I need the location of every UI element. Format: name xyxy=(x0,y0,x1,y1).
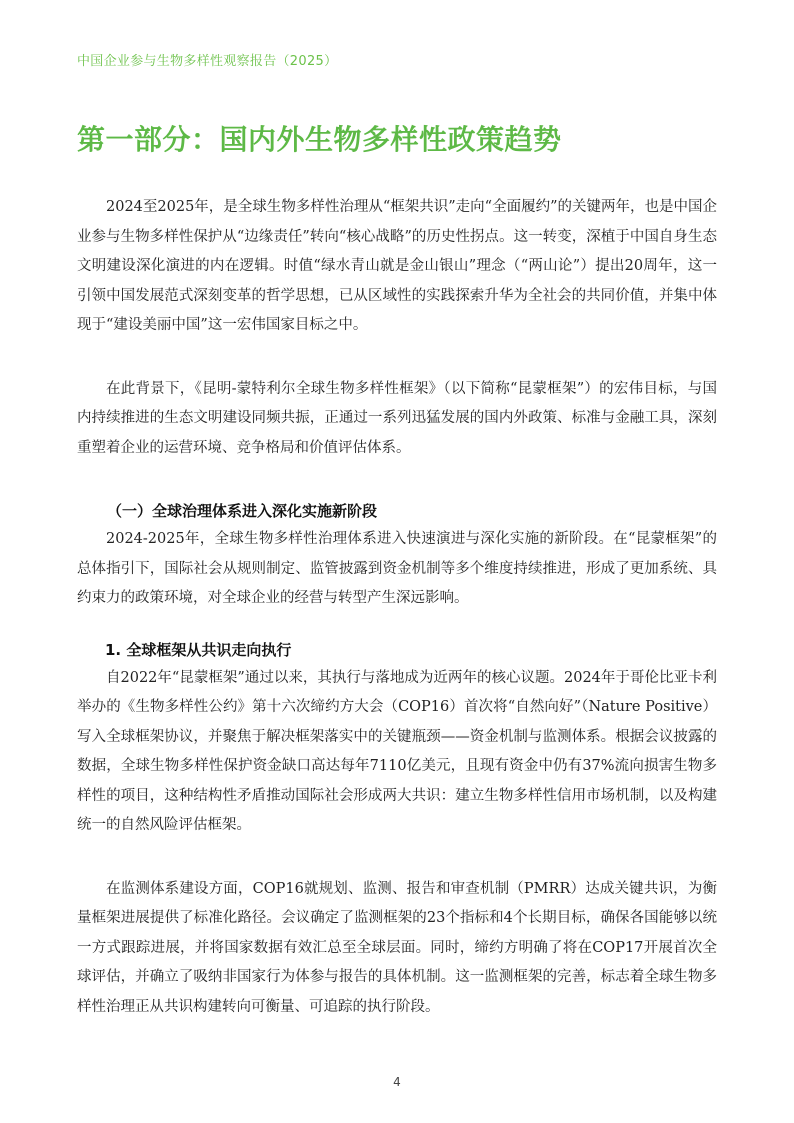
intro-paragraph-1: 2024至2025年，是全球生物多样性治理从“框架共识”走向“全面履约”的关键两年，也是中国企业参与生物多样性保护从“边缘责任”转向“核心战略”的历史性拐点。这一转变，深植于中国自身生态文明建设深化演进的内在逻辑。时值“绿水青山就是金山银山”理念（“两山论”）提出20周年，这一引领中国发展范式深刻变革的哲学思想，已从区域性的实践探索升华为全社会的共同价值，并集中体现于“建设美丽中国”这一宏伟国家目标之中。 xyxy=(77,199,717,333)
section-paragraph-1: 2024-2025年，全球生物多样性治理体系进入快速演进与深化实施的新阶段。在“昆蒙框架”的总体指引下，国际社会从规则制定、监管披露到资金机制等多个维度持续推进，形成了更加系统、具约束力的政策环境，对全球企业的经营与转型产生深远影响。 xyxy=(77,531,717,606)
spacer xyxy=(77,841,717,875)
spacer xyxy=(77,341,717,375)
section-heading: （一）全球治理体系进入深化实施新阶段 xyxy=(107,502,378,520)
main-content xyxy=(77,193,717,1022)
intro-paragraph-2: 在此背景下，《昆明-蒙特利尔全球生物多样性框架》（以下简称“昆蒙框架”）的宏伟目标，与国内持续推进的生态文明建设同频共振，正通过一系列迅猛发展的国内外政策、标准与金融工具，深刻重塑着企业的运营环境、竞争格局和价值评估体系。 xyxy=(77,380,717,456)
spacer xyxy=(77,463,717,497)
part-title: 第一部分：国内外生物多样性政策趋势 xyxy=(77,123,562,156)
subsection-paragraph-2: 在监测体系建设方面，COP16就规划、监测、报告和审查机制（PMRR）达成关键共识，为衡量框架进展提供了标准化路径。会议确定了监测框架的23个指标和4个长期目标，确保各国能够以统一方式跟踪进展，并将国家数据有效汇总至全球层面。同时，缔约方明确了将在COP17开展首次全球评估，并确立了吸纳非国家行为体参与报告的具体机制。这一监测框架的完善，标志着全球生物多样性治理正从共识构建转向可衡量、可追踪的执行阶段。 xyxy=(77,880,717,1015)
subsection-paragraph-1: 自2022年“昆蒙框架”通过以来，其执行与落地成为近两年的核心议题。2024年于哥伦比亚卡利举办的《生物多样性公约》第十六次缔约方大会（COP16）首次将“自然向好”（Nature Positive）写入全球框架协议，并聚焦于解决框架落实中的关键瓶颈——资金机制与监测体系。根据会议披露的数据，全球生物多样性保护资金缺口高达每年7110亿美元，且现有资金中仍有37%流向损害生物多样性的项目，这种结构性矛盾推动国际社会形成两大共识：建立生物多样性信用市场机制，以及构建统一的自然风险评估框架。 xyxy=(77,669,717,833)
page-number: 4 xyxy=(393,1075,401,1089)
running-header: 中国企业参与生物多样性观察报告（2025） xyxy=(77,54,338,69)
spacer xyxy=(77,614,717,636)
subsection-heading: 1. 全球框架从共识走向执行 xyxy=(105,640,292,659)
